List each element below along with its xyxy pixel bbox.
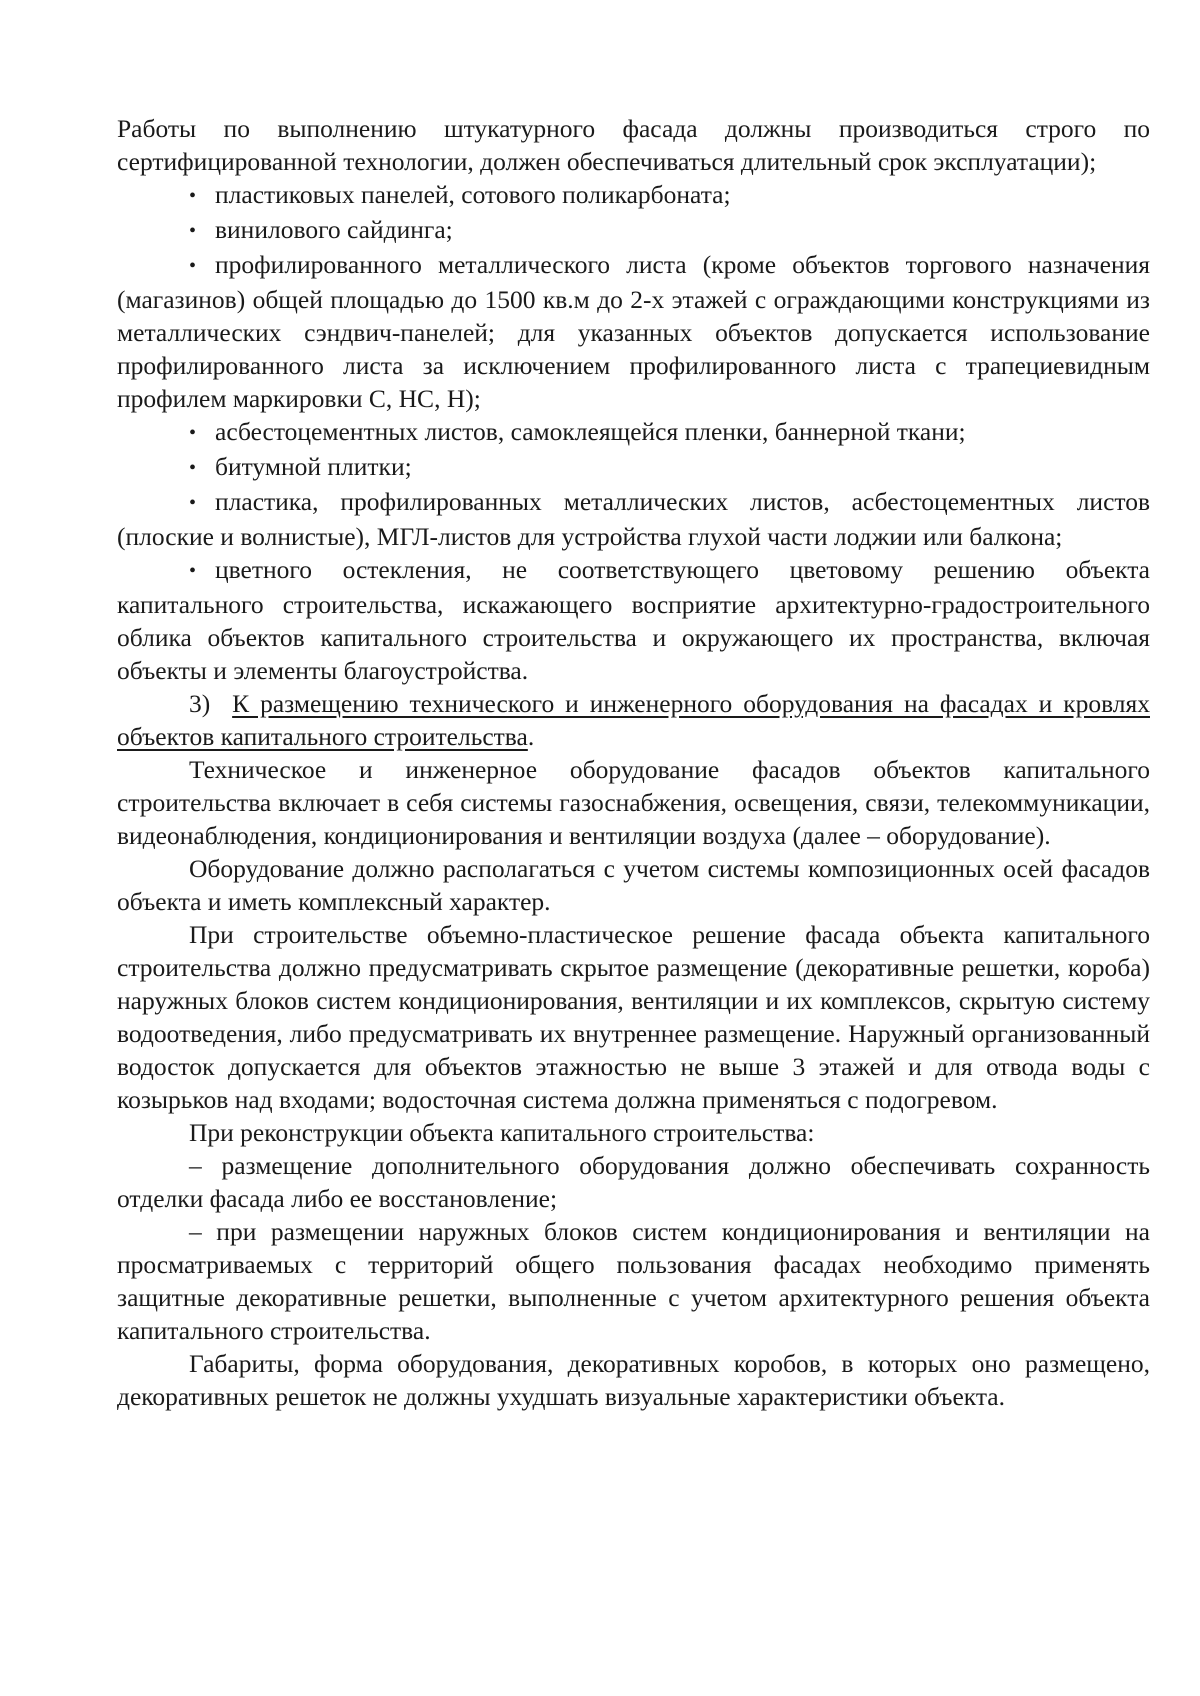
body-paragraph: Техническое и инженерное оборудование фасадов объектов капитального строительства включает в себя системы газоснабжения, освещения, связи, телекоммуникации, видеонаблюдения, кондиционирования и вентиляции воздуха (далее – оборудование). bbox=[117, 755, 1150, 850]
bullet-item bbox=[117, 248, 1150, 415]
section-heading-end: . bbox=[527, 722, 535, 751]
dash-item: – размещение дополнительного оборудования должно обеспечивать сохранность отделки фасада либо ее восстановление; bbox=[117, 1151, 1150, 1213]
body-paragraph: При реконструкции объекта капитального строительства: bbox=[189, 1118, 815, 1147]
bullet-text: пластиковых панелей, сотового поликарбоната; bbox=[215, 180, 731, 209]
bullet-icon: • bbox=[189, 492, 197, 514]
bullet-text: битумной плитки; bbox=[215, 452, 412, 481]
closing-paragraph: Габариты, форма оборудования, декоративных коробов, в которых оно размещено, декоративных решеток не должны ухудшать визуальные характеристики объекта. bbox=[117, 1349, 1150, 1411]
bullet-list bbox=[117, 178, 1150, 687]
bullet-item bbox=[117, 213, 1150, 248]
bullet-item bbox=[117, 178, 1150, 213]
bullet-item bbox=[117, 553, 1150, 687]
document-page bbox=[117, 112, 1150, 1413]
bullet-text: пластика, профилированных металлических листов, асбестоцементных листов (плоские и волнистые), МГЛ-листов для устройства глухой части лоджии или балкона; bbox=[117, 487, 1150, 551]
bullet-icon: • bbox=[189, 422, 197, 444]
section-heading-text: К размещению технического и инженерного оборудования на фасадах и кровлях объектов капитального строительства bbox=[117, 689, 1150, 751]
intro-paragraph: Работы по выполнению штукатурного фасада должны производиться строго по сертифицированной технологии, должен обеспечиваться длительный срок эксплуатации); bbox=[117, 114, 1150, 176]
bullet-icon: • bbox=[189, 185, 197, 207]
body-paragraph: Оборудование должно располагаться с учетом системы композиционных осей фасадов объекта и иметь комплексный характер. bbox=[117, 854, 1150, 916]
body-paragraph: При строительстве объемно-пластическое решение фасада объекта капитального строительства должно предусматривать скрытое размещение (декоративные решетки, короба) наружных блоков систем кондиционирования, вентиляции и их комплексов, скрытую систему водоотведения, либо предусматривать их внутреннее размещение. Наружный организованный водосток допускается для объектов этажностью не выше 3 этажей и для отвода воды с козырьков над входами; водосточная система должна применяться с подогревом. bbox=[117, 920, 1150, 1114]
section-3-heading bbox=[117, 687, 1150, 753]
dash-item: – при размещении наружных блоков систем кондиционирования и вентиляции на просматриваемых с территорий общего пользования фасадах необходимо применять защитные декоративные решетки, выполненные с учетом архитектурного решения объекта капитального строительства. bbox=[117, 1217, 1150, 1345]
bullet-text: цветного остекления, не соответствующего цветовому решению объекта капитального строительства, искажающего восприятие архитектурно-градостроительного облика объектов капитального строительства и окружающего их пространства, включая объекты и элементы благоустройства. bbox=[117, 555, 1150, 685]
bullet-text: асбестоцементных листов, самоклеящейся пленки, баннерной ткани; bbox=[215, 417, 966, 446]
bullet-item bbox=[117, 485, 1150, 553]
bullet-icon: • bbox=[189, 560, 197, 582]
section-number: 3) bbox=[189, 689, 211, 718]
bullet-text: винилового сайдинга; bbox=[215, 215, 453, 244]
bullet-text: профилированного металлического листа (кроме объектов торгового назначения (магазинов) общей площадью до 1500 кв.м до 2-х этажей с ограждающими конструкциями из металлических сэндвич-панелей; для указанных объектов допускается использование профилированного листа за исключением профилированного листа с трапециевидным профилем маркировки С, НС, Н); bbox=[117, 250, 1150, 413]
bullet-icon: • bbox=[189, 457, 197, 479]
bullet-item bbox=[117, 450, 1150, 485]
bullet-icon: • bbox=[189, 255, 197, 277]
bullet-icon: • bbox=[189, 220, 197, 242]
bullet-item bbox=[117, 415, 1150, 450]
